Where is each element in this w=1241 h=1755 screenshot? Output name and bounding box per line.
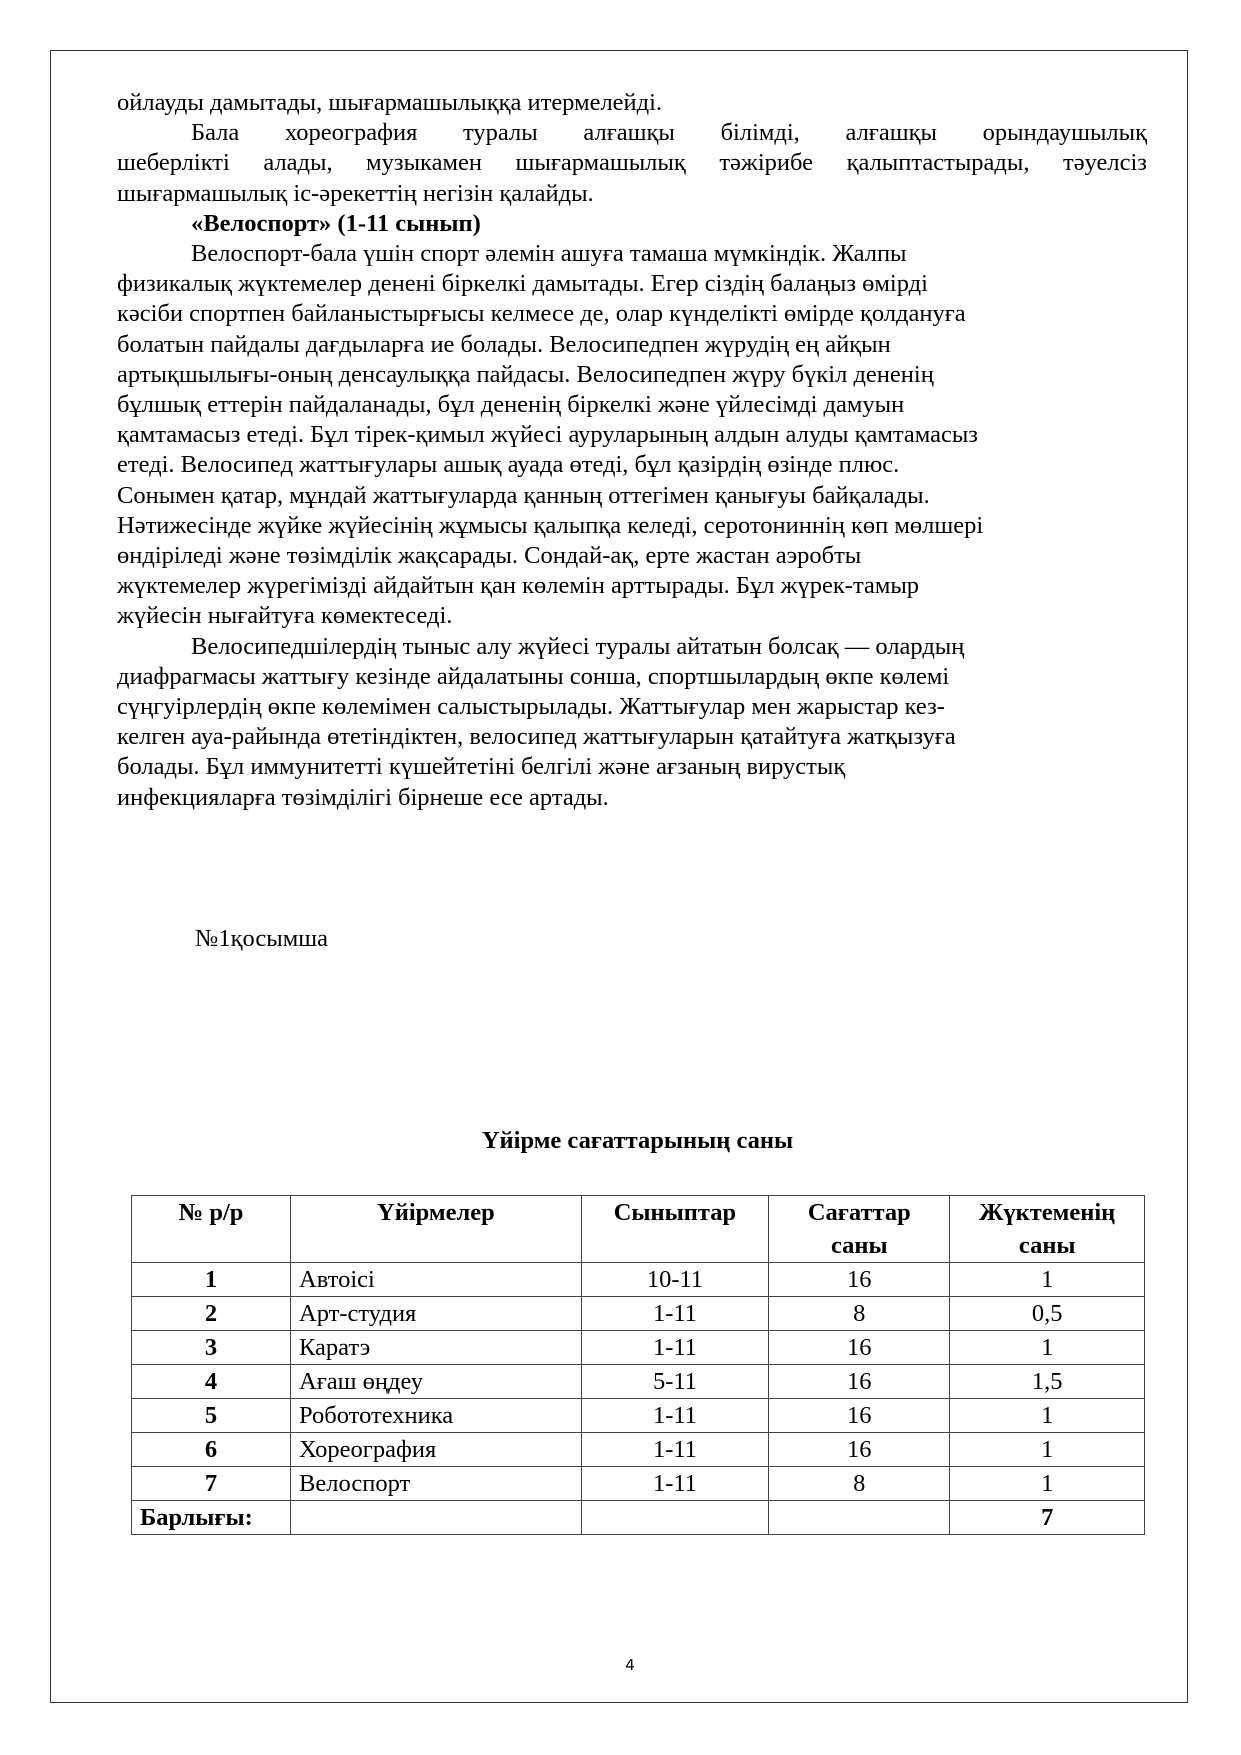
header-load-line1: Жүктеменің: [979, 1199, 1116, 1226]
paragraph-line: сүңгуірлердің өкпе көлемімен салыстырылады. Жаттығулар мен жарыстар кез-: [117, 693, 945, 721]
paragraph-line: диафрагмасы жаттығу кезінде айдалатыны сонша, спортшылардың өкпе көлемі: [117, 662, 950, 690]
cell-grades: 1-11: [581, 1399, 768, 1433]
table-row: [132, 1297, 1145, 1331]
clubs-hours-table: [131, 1195, 1145, 1535]
paragraph-line: Велоспорт-бала үшін спорт әлемін ашуға тамаша мүмкіндік. Жалпы: [191, 240, 907, 268]
cell-club-name: Робототехника: [291, 1399, 582, 1433]
cell-hours: 16: [769, 1365, 950, 1399]
paragraph-line: шеберлікті алады, музыкамен шығармашылық тәжірибе қалыптастырады, тәуелсіз: [117, 149, 1147, 177]
paragraph-line: шығармашылық іс-әрекеттің негізін қалайды.: [117, 179, 594, 207]
table-row: [132, 1467, 1145, 1501]
paragraph-line: келген ауа-райында өтетіндіктен, велосипед жаттығуларын қатайтуға жатқызуға: [117, 723, 956, 751]
section-heading-cycling: «Велоспорт» (1-11 сынып): [191, 209, 481, 237]
table-total-row: [132, 1501, 1145, 1535]
paragraph-choreography: [117, 118, 1147, 209]
total-label: Барлығы:: [132, 1501, 291, 1535]
paragraph-line: өндіріледі және төзімділік жақсарады. Сондай-ақ, ерте жастан аэробты: [117, 542, 862, 570]
table-row: [132, 1399, 1145, 1433]
table-header-row: [132, 1196, 1145, 1263]
cell-number: 4: [132, 1365, 291, 1399]
paragraph-line: болады. Бұл иммунитетті күшейтетіні белгілі және ағзаның вирустық: [117, 753, 846, 781]
paragraph-cycling-respiratory: [117, 632, 1147, 813]
cell-number: 2: [132, 1297, 291, 1331]
paragraph-line: жүйесін нығайтуға көмектеседі.: [117, 602, 453, 630]
document-body: [117, 88, 1147, 813]
cell-number: 6: [132, 1433, 291, 1467]
paragraph-line: қамтамасыз етеді. Бұл тірек-қимыл жүйесі ауруларының алдын алуды қамтамасыз: [117, 421, 978, 449]
cell-load: 1: [950, 1467, 1145, 1501]
paragraph-line: Сонымен қатар, мұндай жаттығуларда қанның оттегімен қанығуы байқалады.: [117, 481, 930, 509]
cell-club-name: Велоспорт: [291, 1467, 582, 1501]
cell-hours: 8: [769, 1467, 950, 1501]
cell-club-name: Автоісі: [291, 1263, 582, 1297]
cell-load: 1: [950, 1331, 1145, 1365]
cell-number: 3: [132, 1331, 291, 1365]
cell-club-name: Ағаш өңдеу: [291, 1365, 582, 1399]
paragraph-line: болатын пайдалы дағдыларға ие болады. Велосипедпен жүрудің ең айқын: [117, 330, 891, 358]
table-title: Үйірме сағаттарының саны: [481, 1127, 794, 1154]
paragraph-line: жүктемелер жүрегімізді айдайтын қан көлемін арттырады. Бұл жүрек-тамыр: [117, 572, 920, 600]
cell-grades: 1-11: [581, 1297, 768, 1331]
paragraph-line: инфекцияларға төзімділігі бірнеше есе артады.: [117, 783, 609, 811]
paragraph-line: артықшылығы-оның денсаулыққа пайдасы. Велосипедпен жүру бүкіл дененің: [117, 360, 934, 388]
cell-load: 1: [950, 1263, 1145, 1297]
header-number: № р/р: [132, 1196, 291, 1263]
cell-hours: 16: [769, 1399, 950, 1433]
table-row: [132, 1263, 1145, 1297]
cell-club-name: Арт-студия: [291, 1297, 582, 1331]
page-number: 4: [625, 1656, 635, 1674]
table-row: [132, 1331, 1145, 1365]
paragraph-line: етеді. Велосипед жаттығулары ашық ауада өтеді, бұл қазірдің өзінде плюс.: [117, 451, 900, 479]
header-load: [950, 1196, 1145, 1263]
cell-grades: 1-11: [581, 1433, 768, 1467]
cell-grades: 1-11: [581, 1467, 768, 1501]
cell-club-name: Хореография: [291, 1433, 582, 1467]
total-grades: [581, 1501, 768, 1535]
header-hours-line1: Сағаттар: [807, 1199, 911, 1226]
cell-hours: 16: [769, 1433, 950, 1467]
cell-grades: 5-11: [581, 1365, 768, 1399]
paragraph-line: Нәтижесінде жүйке жүйесінің жұмысы қалыпқа келеді, серотониннің көп мөлшері: [117, 511, 984, 539]
table-row: [132, 1365, 1145, 1399]
annex-label: №1қосымша: [195, 925, 328, 952]
table-row: [132, 1433, 1145, 1467]
paragraph-line: физикалық жүктемелер денені біркелкі дамытады. Егер сіздің балаңыз өмірді: [117, 270, 928, 298]
cell-number: 5: [132, 1399, 291, 1433]
cell-load: 1: [950, 1399, 1145, 1433]
cell-hours: 16: [769, 1331, 950, 1365]
cell-club-name: Каратэ: [291, 1331, 582, 1365]
cell-grades: 10-11: [581, 1263, 768, 1297]
header-grades: Сыныптар: [581, 1196, 768, 1263]
paragraph-intro-end: ойлауды дамытады, шығармашылыққа итермелейді.: [117, 89, 663, 116]
cell-load: 1,5: [950, 1365, 1145, 1399]
paragraph-line: кәсіби спортпен байланыстырғысы келмесе де, олар күнделікті өмірде қолдануға: [117, 300, 966, 328]
total-empty-cell: [291, 1501, 582, 1535]
cell-hours: 16: [769, 1263, 950, 1297]
paragraph-line: бұлшық еттерін пайдаланады, бұл дененің біркелкі және үйлесімді дамуын: [117, 391, 905, 419]
header-load-line2: саны: [1018, 1232, 1076, 1259]
paragraph-cycling-benefits: [117, 239, 1147, 632]
total-load: 7: [950, 1501, 1145, 1535]
cell-grades: 1-11: [581, 1331, 768, 1365]
header-clubs: Үйірмелер: [291, 1196, 582, 1263]
cell-number: 7: [132, 1467, 291, 1501]
cell-load: 0,5: [950, 1297, 1145, 1331]
paragraph-line: Велосипедшілердің тыныс алу жүйесі туралы айтатын болсақ — олардың: [191, 632, 965, 660]
total-hours: [769, 1501, 950, 1535]
cell-hours: 8: [769, 1297, 950, 1331]
header-hours: [769, 1196, 950, 1263]
header-hours-line2: саны: [830, 1232, 888, 1259]
cell-number: 1: [132, 1263, 291, 1297]
paragraph-line: Бала хореография туралы алғашқы білімді, алғашқы орындаушылық: [191, 119, 1147, 147]
cell-load: 1: [950, 1433, 1145, 1467]
